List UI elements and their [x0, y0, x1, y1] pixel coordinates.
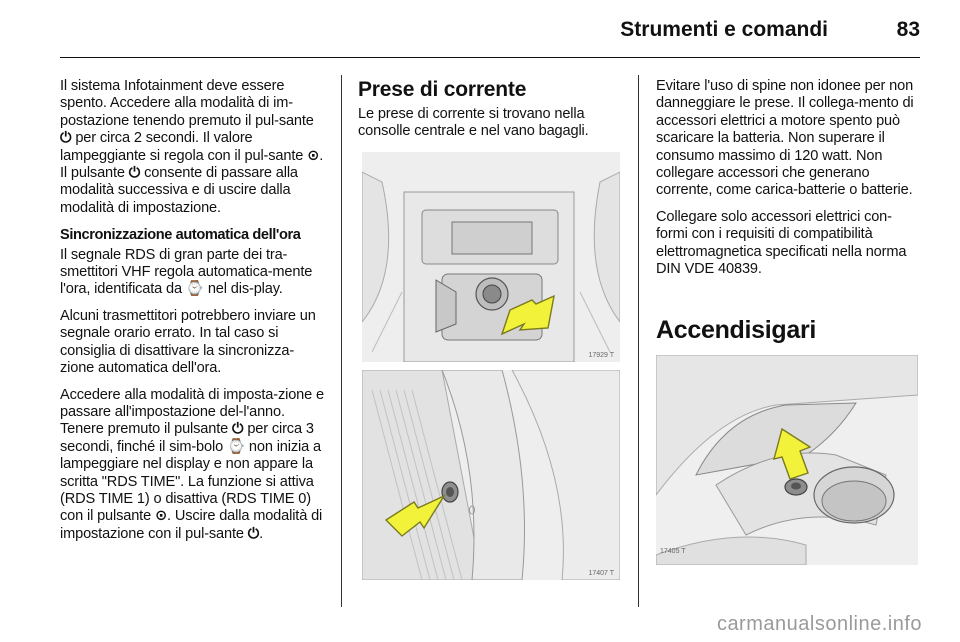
heading-power-outlets: Prese di corrente: [358, 78, 527, 101]
paragraph-outlet-location: Le prese di corrente si trovano nella consolle centrale e nel vano bagagli.: [358, 106, 589, 140]
watermark: carmanualsonline.info: [716, 613, 922, 635]
figure-code: 17929 T: [588, 352, 614, 359]
console-socket-illustration: [362, 152, 620, 362]
clock-icon: ⌚: [185, 281, 204, 298]
column-divider-1: [341, 75, 342, 607]
heading-cigarette-lighter: Accendisigari: [656, 316, 817, 344]
header-divider: [60, 57, 920, 58]
column-left: [60, 78, 326, 552]
section-title: Strumenti e comandi: [620, 18, 828, 41]
paragraph-wrong-signal: Alcuni trasmettitori potrebbero inviare un segnale orario errato. In tal caso si consiglia di disattivare la sincronizza-zione automatica dell'ora.: [60, 307, 316, 377]
power-button-icon: ⏻: [247, 525, 260, 542]
subheading-auto-sync: Sincronizzazione automatica dell'ora: [60, 227, 301, 244]
knob-button-icon: ⊙: [154, 508, 168, 525]
column-middle: [358, 78, 620, 150]
paragraph-rds: Il segnale RDS di gran parte dei tra-smettitori VHF regola automatica-mente l'ora, identificata da ⌚ nel dis-play.: [60, 246, 313, 298]
paragraph-setup: Il sistema Infotainment deve essere spento. Accedere alla modalità di im-postazione tenendo premuto il pul-sante ⏻ per circa 2 secondi. Il valore lampeggiante si regola con il pul-sante ⊙. Il pulsante ⏻ consente di passare alla modalità successiva e di uscire dalla modalità di impostazione.: [60, 78, 324, 216]
column-right: [656, 78, 922, 287]
column-divider-2: [638, 75, 639, 607]
figure-cigarette-lighter: [656, 355, 918, 565]
luggage-socket-illustration: [362, 370, 620, 580]
cigarette-lighter-illustration: [656, 355, 918, 565]
figure-luggage-socket: [362, 370, 620, 580]
figure-code: 17407 T: [588, 570, 614, 577]
page-header: [60, 10, 920, 58]
power-button-icon: ⏻: [128, 165, 141, 182]
figure-code: 17405 T: [660, 548, 686, 555]
page-number: 83: [896, 18, 920, 41]
figure-console-socket: [362, 152, 620, 362]
paragraph-warnings: Evitare l'uso di spine non idonee per non danneggiare le prese. Il collega-mento di accessori elettrici a motore spento può scaricare la batteria. Non superare il consumo massimo di 120 watt. Non collegare accessori che generano corrente, come carica-batterie o batterie.: [656, 78, 914, 199]
power-button-icon: ⏻: [60, 130, 72, 147]
paragraph-rds-time: Accedere alla modalità di imposta-zione e passare all'impostazione del-l'anno. Tenere premuto il pulsante ⏻ per circa 3 secondi, finché il sim-bolo ⌚ non inizia a lampeggiare nel display e non appare la scritta "RDS TIME". La funzione si attiva (RDS TIME 1) o disattiva (RDS TIME 0) con il pulsante ⊙. Uscire dalla modalità di impostazione con il pul-sante ⏻.: [60, 386, 324, 542]
knob-button-icon: ⊙: [307, 147, 320, 164]
power-button-icon: ⏻: [232, 421, 244, 438]
clock-icon: ⌚: [226, 438, 245, 455]
paragraph-compatibility: Collegare solo accessori elettrici con-formi con i requisiti di compatibilità elettromagnetica specificati nella norma DIN VDE 40839.: [656, 208, 907, 278]
